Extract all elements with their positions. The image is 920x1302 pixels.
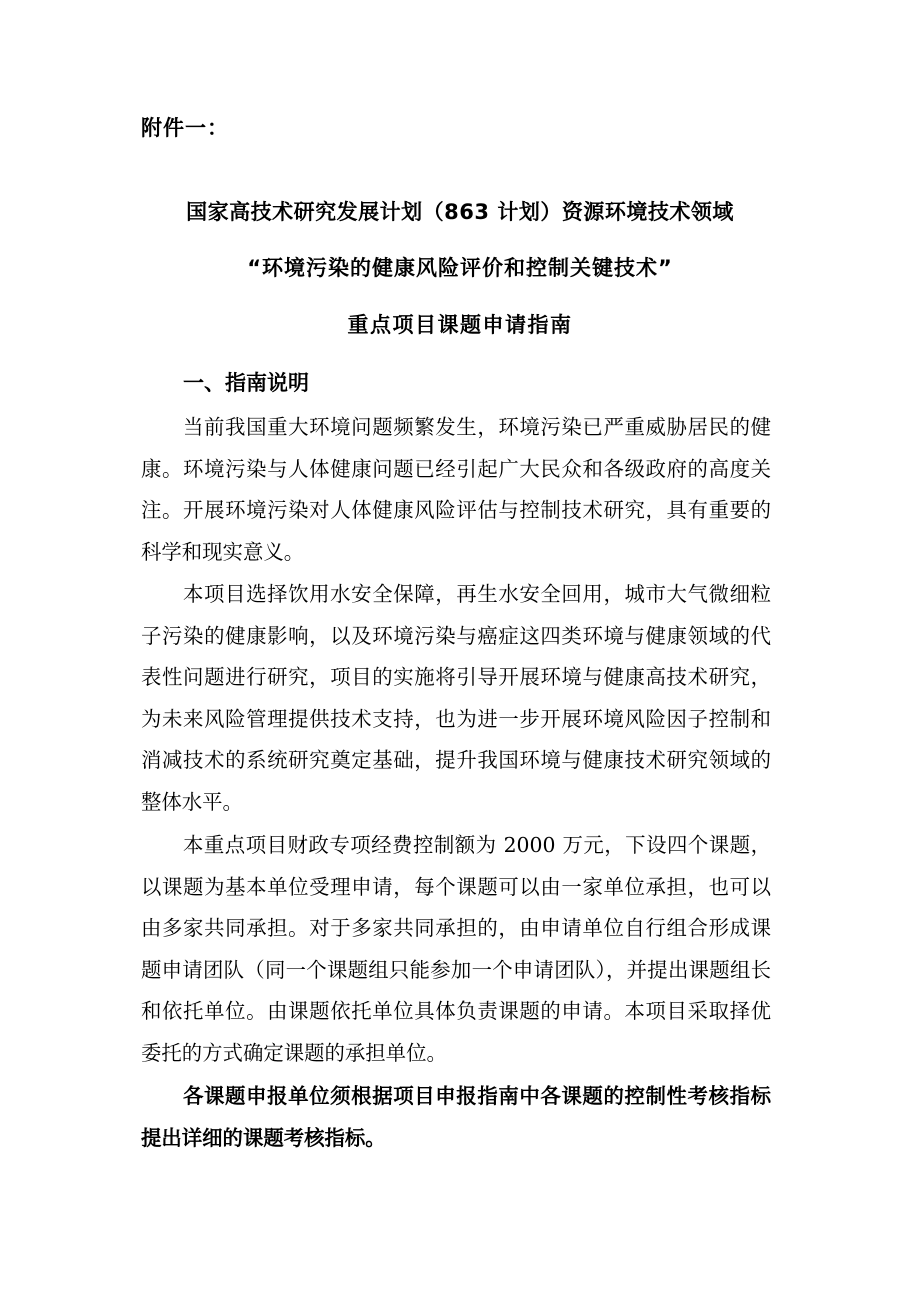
document-title-line-1: 国家高技术研究发展计划（863 计划）资源环境技术领域 bbox=[186, 200, 734, 224]
document-title-line-3: 重点项目课题申请指南 bbox=[347, 313, 573, 337]
paragraph-project-scope: 本项目选择饮用水安全保障，再生水安全回用，城市大气微细粒子污染的健康影响，以及环境污染与癌症这四类环境与健康领域的代表性问题进行研究，项目的实施将引导开展环境与健康高技术研究，为未来风险管理提供技术支持，也为进一步开展环境风险因子控制和消减技术的系统研究奠定基础，提升我国环境与健康技术研究领域的整体水平。 bbox=[141, 582, 771, 814]
section-heading: 一、指南说明 bbox=[183, 371, 309, 395]
paragraph-background: 当前我国重大环境问题频繁发生，环境污染已严重威胁居民的健康。环境污染与人体健康问题已经引起广大民众和各级政府的高度关注。开展环境污染对人体健康风险评估与控制技术研究，具有重要的科学和现实意义。 bbox=[141, 415, 771, 564]
paragraph-funding: 本重点项目财政专项经费控制额为 2000 万元，下设四个课题，以课题为基本单位受理申请，每个课题可以由一家单位承担，也可以由多家共同承担。对于多家共同承担的，由申请单位自行组合形成课题申请团队（同一个课题组只能参加一个申请团队），并提出课题组长和依托单位。由课题依托单位具体负责课题的申请。本项目采取择优委托的方式确定课题的承担单位。 bbox=[141, 833, 771, 1065]
paragraph-bold-note: 各课题申报单位须根据项目申报指南中各课题的控制性考核指标提出详细的课题考核指标。 bbox=[141, 1084, 771, 1150]
document-title-line-2: “环境污染的健康风险评价和控制关键技术” bbox=[247, 256, 673, 280]
annex-label: 附件一： bbox=[141, 116, 229, 140]
